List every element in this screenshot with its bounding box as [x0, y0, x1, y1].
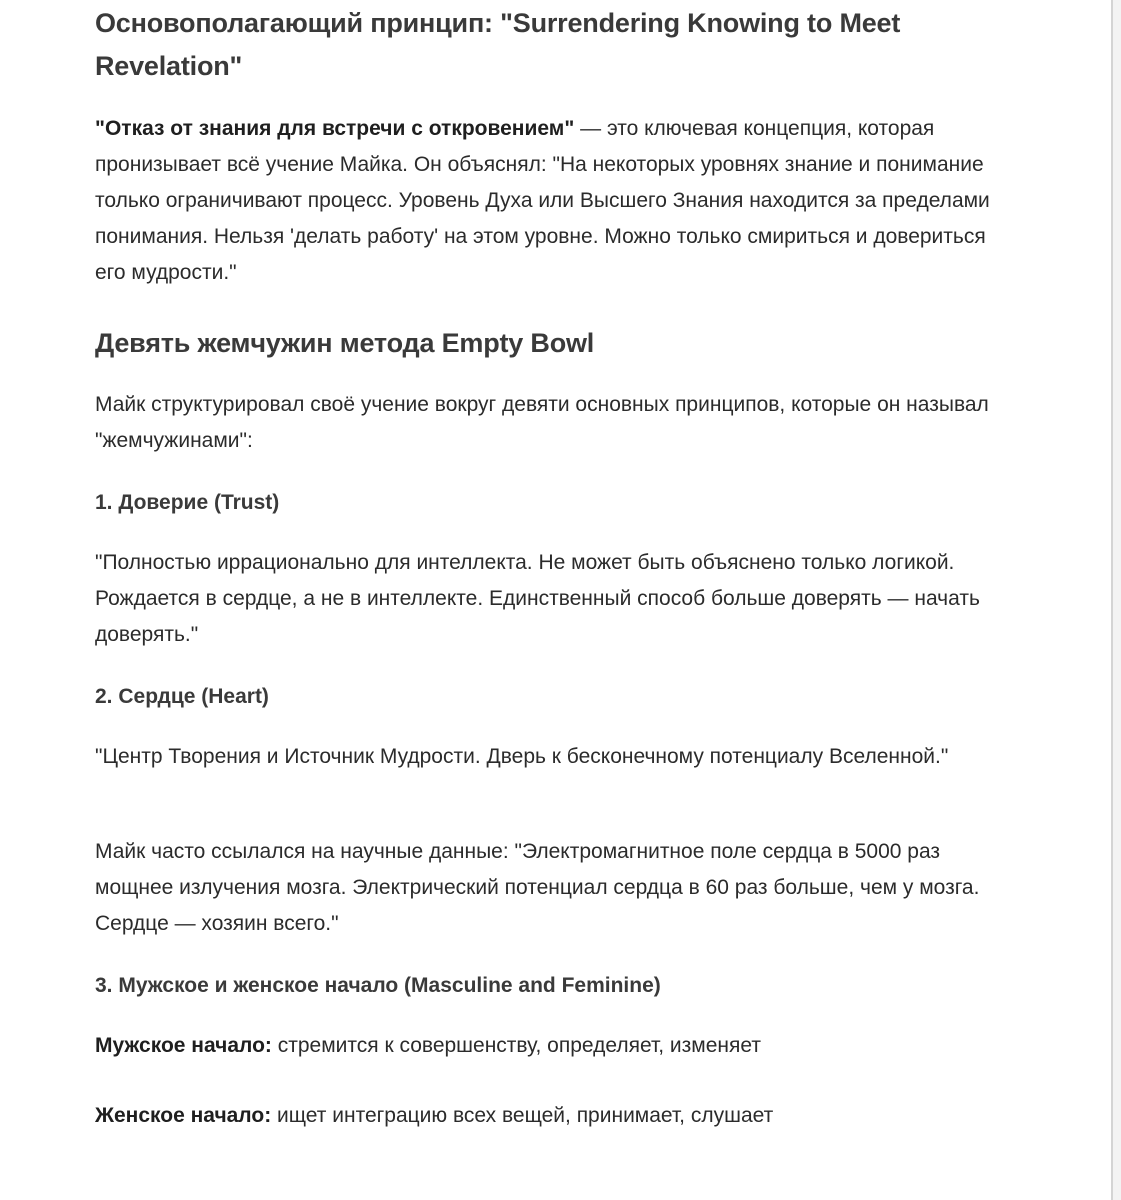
section-title: Основополагающий принцип: "Surrendering Knowing to Meet Revelation"	[95, 8, 901, 81]
feminine-text: ищет интеграцию всех вещей, принимает, слушает	[271, 1104, 774, 1127]
intro-text: — это ключевая концепция, которая пронизывает всё учение Майка. Он объяснял: "На некоторых уровнях знание и понимание только ограничивают процесс. Уровень Духа или Высшего Знания находится за пределами понимания. Нельзя 'делать работу' на этом уровне. Можно только смириться и довериться его мудрости."	[95, 117, 990, 284]
pearl-quote-heart: "Центр Творения и Источник Мудрости. Дверь к бесконечному потенциалу Вселенной."	[95, 745, 949, 768]
pearl-heading-heart: 2. Сердце (Heart)	[95, 685, 269, 708]
page-edge-strip	[1113, 0, 1121, 1200]
feminine-paragraph	[95, 1098, 773, 1134]
masculine-label: Мужское начало:	[95, 1034, 272, 1057]
intro-paragraph	[95, 111, 1010, 291]
intro-bold-lead: "Отказ от знания для встречи с откровением"	[95, 117, 575, 140]
pearls-title: Девять жемчужин метода Empty Bowl	[95, 328, 595, 358]
pearl-heading-trust: 1. Доверие (Trust)	[95, 491, 280, 514]
pearls-intro-paragraph: Майк структурировал своё учение вокруг девяти основных принципов, которые он называл "жемчужинами":	[95, 393, 989, 452]
masculine-paragraph	[95, 1028, 761, 1064]
pearl-heading-masculine-feminine: 3. Мужское и женское начало (Masculine and Feminine)	[95, 974, 661, 997]
feminine-label: Женское начало:	[95, 1104, 272, 1127]
pearl-quote-trust: "Полностью иррационально для интеллекта. Не может быть объяснено только логикой. Рождается в сердце, а не в интеллекте. Единственный способ больше доверять — начать доверять."	[95, 551, 980, 646]
masculine-text: стремится к совершенству, определяет, изменяет	[271, 1034, 761, 1057]
pearl-heart-science-paragraph: Майк часто ссылался на научные данные: "Электромагнитное поле сердца в 5000 раз мощнее излучения мозга. Электрический потенциал сердца в 60 раз больше, чем у мозга. Сердце — хозяин всего."	[95, 840, 980, 935]
